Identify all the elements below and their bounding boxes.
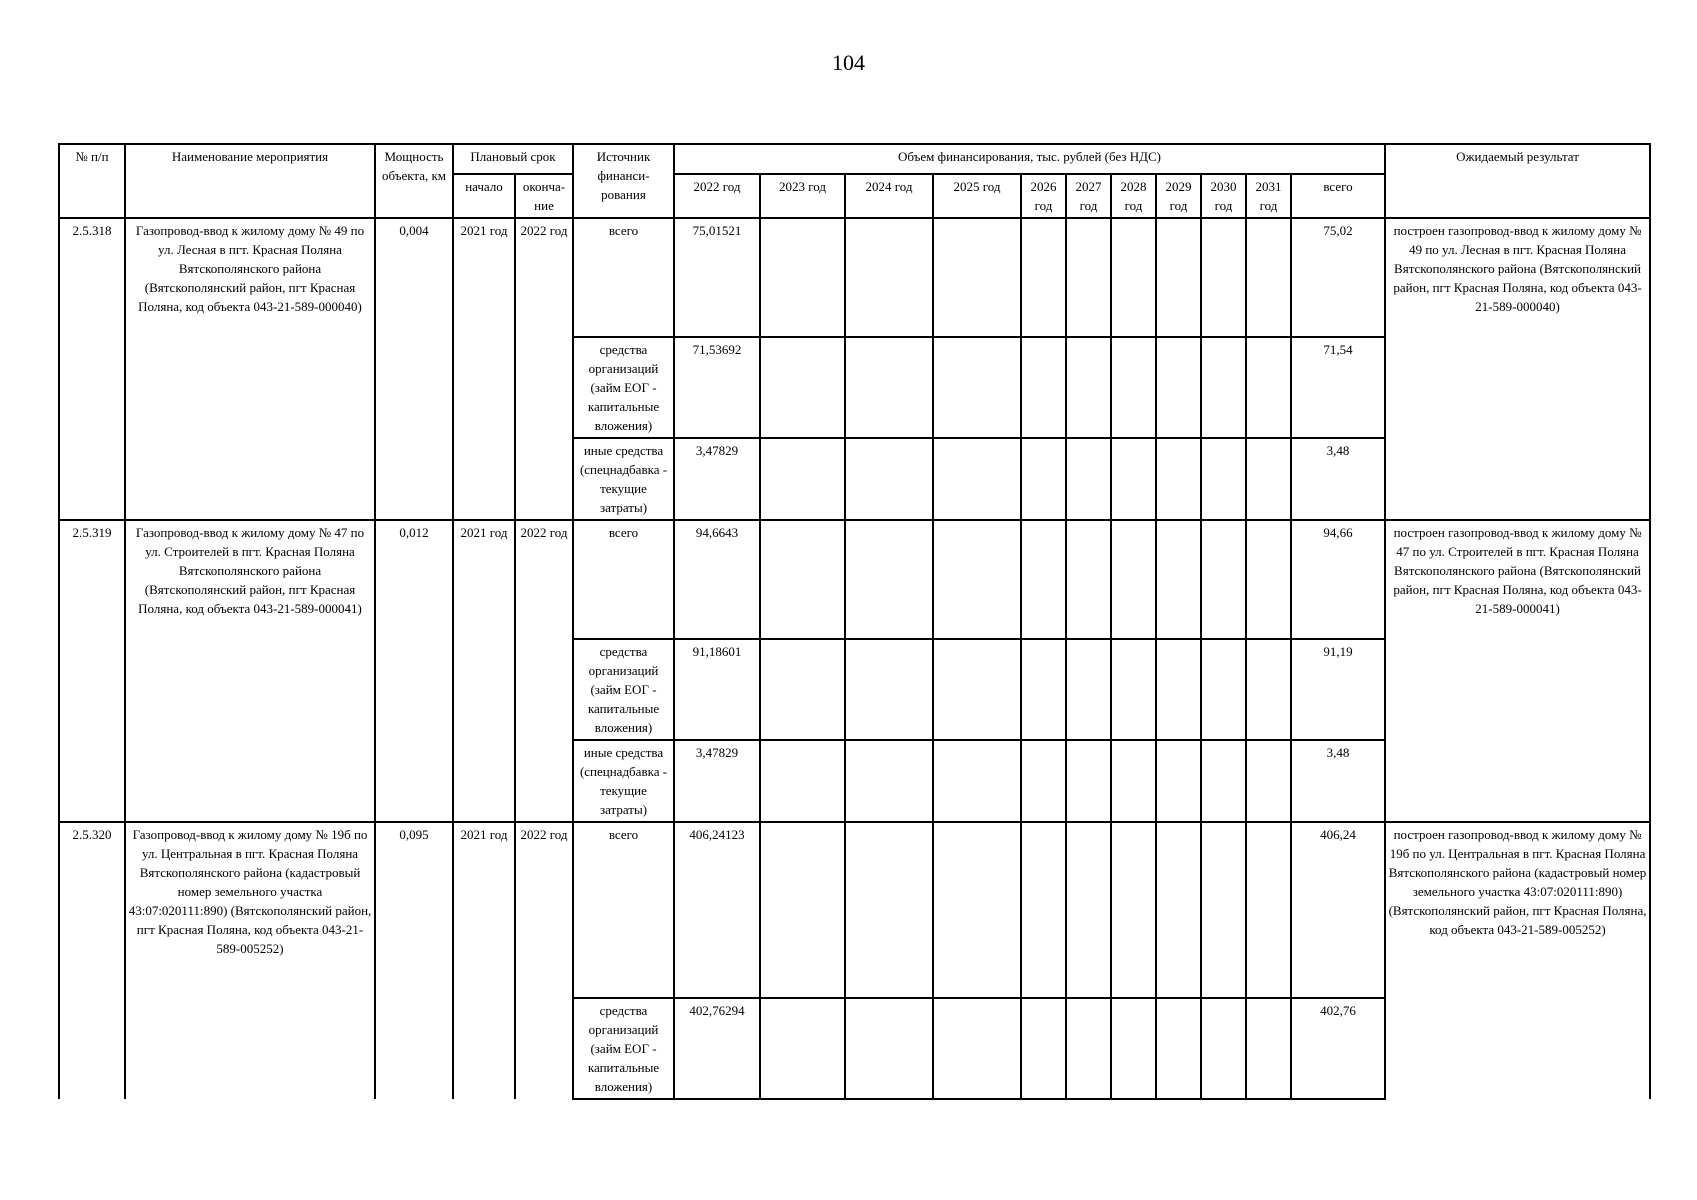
header-total: всего [1291,174,1385,218]
table-row [59,822,1650,998]
row-num: 2.5.319 [59,520,125,822]
row-total: 71,54 [1291,337,1385,438]
header-result: Ожидаемый результат [1385,144,1650,218]
header-name: Наименование мероприятия [125,144,375,218]
table-row [59,218,1650,337]
row-source: иные средства (спецнадбавка - текущие затраты) [573,438,674,520]
row-y2022: 3,47829 [674,740,760,822]
row-y2022: 402,76294 [674,998,760,1099]
row-start: 2021 год [453,520,515,822]
page-number: 104 [832,50,865,75]
row-source: средства организаций (займ ЕОГ - капитальные вложения) [573,998,674,1099]
header-year-2031: 2031 год [1246,174,1291,218]
row-start: 2021 год [453,822,515,1099]
row-source: всего [573,520,674,639]
row-num: 2.5.318 [59,218,125,520]
row-y2022: 75,01521 [674,218,760,337]
row-power: 0,004 [375,218,453,520]
row-name: Газопровод-ввод к жилому дому № 19б по ул. Центральная в пгт. Красная Поляна Вятскополянского района (кадастровый номер земельного участка 43:07:020111:890) (Вятскополянский район, пгт Красная Поляна, код объекта 043-21-589-005252) [125,822,375,1099]
row-result: построен газопровод-ввод к жилому дому № 49 по ул. Лесная в пгт. Красная Поляна Вятскополянского района (Вятскополянский район, пгт Красная Поляна, код объекта 043-21-589-000040) [1385,218,1650,520]
row-end: 2022 год [515,822,573,1099]
row-total: 402,76 [1291,998,1385,1099]
row-source: средства организаций (займ ЕОГ - капитальные вложения) [573,337,674,438]
header-year-2029: 2029 год [1156,174,1201,218]
row-power: 0,012 [375,520,453,822]
row-y2022: 91,18601 [674,639,760,740]
row-source: средства организаций (займ ЕОГ - капитальные вложения) [573,639,674,740]
row-num: 2.5.320 [59,822,125,1099]
header-year-2026: 2026 год [1021,174,1066,218]
row-end: 2022 год [515,218,573,520]
header-year-2022: 2022 год [674,174,760,218]
row-total: 406,24 [1291,822,1385,998]
financing-table [58,143,1651,1100]
row-y2022: 71,53692 [674,337,760,438]
row-result: построен газопровод-ввод к жилому дому № 19б по ул. Центральная в пгт. Красная Поляна Вятскополянского района (кадастровый номер земельного участка 43:07:020111:890) (Вятскополянский район, пгт Красная Поляна, код объекта 043-21-589-005252) [1385,822,1650,1099]
header-end: оконча-ние [515,174,573,218]
row-source: иные средства (спецнадбавка - текущие затраты) [573,740,674,822]
header-start: начало [453,174,515,218]
header-year-2030: 2030 год [1201,174,1246,218]
row-y2022: 94,6643 [674,520,760,639]
header-num: № п/п [59,144,125,218]
header-year-2027: 2027 год [1066,174,1111,218]
header-year-2024: 2024 год [845,174,933,218]
row-name: Газопровод-ввод к жилому дому № 49 по ул. Лесная в пгт. Красная Поляна Вятскополянского района (Вятскополянский район, пгт Красная Поляна, код объекта 043-21-589-000040) [125,218,375,520]
row-name: Газопровод-ввод к жилому дому № 47 по ул. Строителей в пгт. Красная Поляна Вятскополянского района (Вятскополянский район, пгт Красная Поляна, код объекта 043-21-589-000041) [125,520,375,822]
row-total: 75,02 [1291,218,1385,337]
row-source: всего [573,822,674,998]
row-total: 94,66 [1291,520,1385,639]
header-year-2023: 2023 год [760,174,845,218]
row-y2022: 406,24123 [674,822,760,998]
header-power: Мощность объекта, км [375,144,453,218]
header-volume: Объем финансирования, тыс. рублей (без НДС) [674,144,1385,174]
row-total: 3,48 [1291,740,1385,822]
table-row [59,520,1650,639]
header-year-2025: 2025 год [933,174,1021,218]
row-result: построен газопровод-ввод к жилому дому № 47 по ул. Строителей в пгт. Красная Поляна Вятскополянского района (Вятскополянский район, пгт Красная Поляна, код объекта 043-21-589-000041) [1385,520,1650,822]
row-source: всего [573,218,674,337]
row-power: 0,095 [375,822,453,1099]
row-start: 2021 год [453,218,515,520]
row-total: 3,48 [1291,438,1385,520]
header-planned-term: Плановый срок [453,144,573,174]
header-year-2028: 2028 год [1111,174,1156,218]
row-y2022: 3,47829 [674,438,760,520]
header-source: Источник финанси-рования [573,144,674,218]
row-end: 2022 год [515,520,573,822]
row-total: 91,19 [1291,639,1385,740]
